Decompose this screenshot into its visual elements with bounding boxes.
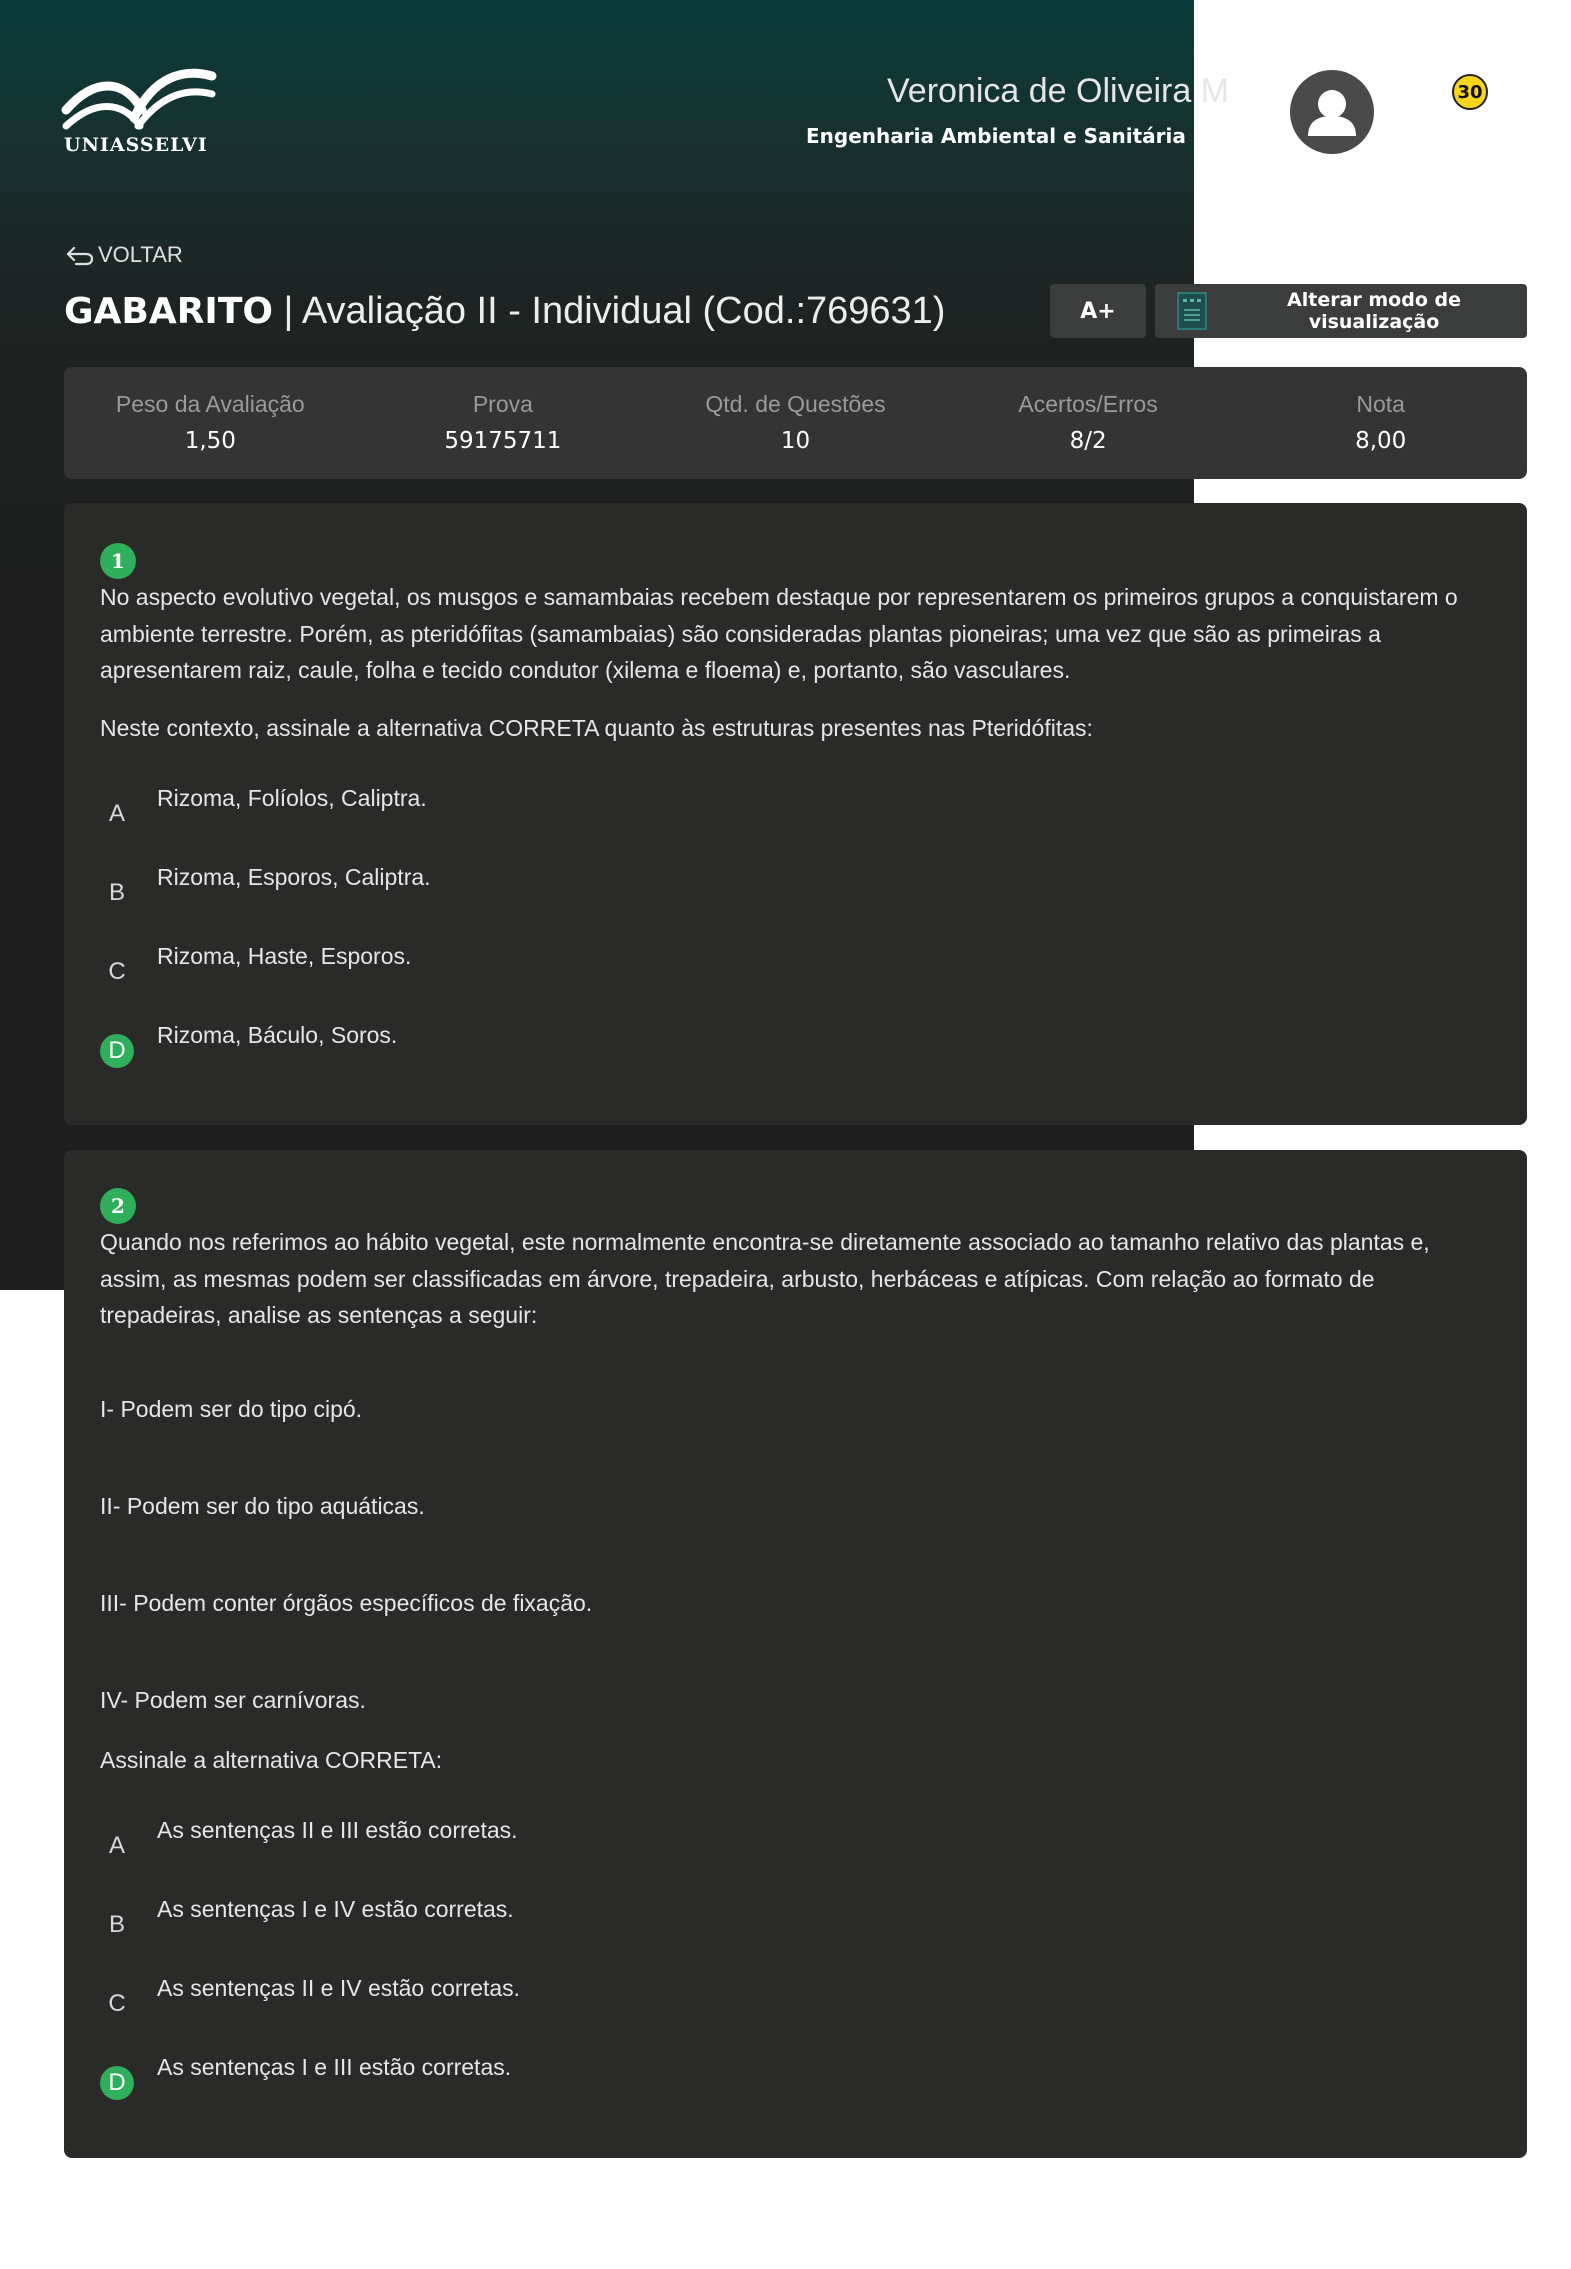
stat-label: Peso da Avaliação	[115, 391, 305, 417]
alternative-text: Rizoma, Báculo, Soros.	[157, 1022, 398, 1048]
alternative-c[interactable]	[100, 1975, 1100, 2021]
stat-label: Prova	[472, 391, 533, 417]
stat-label: Nota	[1356, 391, 1405, 417]
return-arrow-icon	[64, 244, 94, 266]
notification-badge[interactable]: 30	[1452, 74, 1488, 110]
alternative-d[interactable]	[100, 2054, 1100, 2100]
view-mode-button[interactable]	[1155, 284, 1527, 338]
title-strong: GABARITO	[64, 291, 273, 332]
user-course: Engenharia Ambiental e Sanitária (294	[806, 124, 1244, 148]
question-text: Quando nos referimos ao hábito vegetal, este normalmente encontra-se diretamente associado ao tamanho relativo das plantas e, assim, as mesmas podem ser classificadas em árvore, trepadeira, arbusto, herbáceas e atípicas. Com relação ao formato de trepadeiras, analise as sentenças a seguir:	[100, 1229, 1430, 1328]
stat-nota	[1234, 367, 1527, 479]
stat-value: 1,50	[184, 428, 236, 454]
user-icon	[1290, 70, 1374, 154]
back-button[interactable]	[64, 242, 183, 268]
alternative-letter-correct: D	[100, 2066, 134, 2100]
alternative-letter: C	[108, 1990, 126, 2017]
document-icon	[1177, 292, 1207, 330]
view-mode-label: Alterar modo de visualização	[1287, 289, 1461, 333]
sentence-3: III- Podem conter órgãos específicos de fixação.	[100, 1590, 593, 1616]
stat-questoes	[649, 367, 942, 479]
stat-label: Qtd. de Questões	[705, 391, 886, 417]
stat-prova	[357, 367, 650, 479]
alternative-text: Rizoma, Folíolos, Caliptra.	[157, 785, 427, 811]
alternative-b[interactable]	[100, 864, 1100, 910]
alternative-letter: A	[108, 800, 125, 827]
title-separator: |	[273, 290, 302, 332]
sentence-2: II- Podem ser do tipo aquáticas.	[100, 1493, 425, 1519]
avatar[interactable]	[1290, 70, 1374, 154]
stat-acertos	[942, 367, 1235, 479]
title-rest: Avaliação II - Individual (Cod.:769631)	[301, 290, 946, 332]
alternative-text: Rizoma, Esporos, Caliptra.	[157, 864, 431, 890]
uniasselvi-logo[interactable]	[64, 68, 214, 160]
question-text: No aspecto evolutivo vegetal, os musgos e samambaias recebem destaque por representarem os primeiros grupos a conquistarem o ambiente terrestre. Porém, as pteridófitas (samambaias) são consideradas plantas pioneiras; uma vez que são as primeiras a apresentarem raiz, caule, folha e tecido condutor (xilema e floema) e, portanto, são vasculares.	[100, 584, 1458, 683]
alternative-text: As sentenças I e IV estão corretas.	[157, 1896, 514, 1922]
logo-text: UNIASSELVI	[64, 134, 208, 156]
question-number: 2	[100, 1188, 136, 1224]
question-prompt: Assinale a alternativa CORRETA:	[100, 1747, 443, 1773]
alternative-letter: B	[108, 1911, 125, 1938]
stat-value: 8/2	[1069, 428, 1107, 454]
alternative-letter: B	[108, 879, 125, 906]
back-label: VOLTAR	[98, 242, 183, 267]
alternative-text: As sentenças II e IV estão corretas.	[157, 1975, 521, 2001]
stat-label: Acertos/Erros	[1018, 391, 1158, 417]
question-card-1	[64, 503, 1527, 1125]
user-name: Veronica de Oliveira M	[887, 72, 1230, 110]
alternative-d[interactable]	[100, 1022, 1100, 1068]
stat-value: 8,00	[1355, 428, 1407, 454]
alternative-a[interactable]	[100, 785, 1100, 831]
question-number: 1	[100, 543, 136, 579]
alternative-text: As sentenças I e III estão corretas.	[157, 2054, 512, 2080]
alternative-a[interactable]	[100, 1817, 1100, 1863]
sentence-4: IV- Podem ser carnívoras.	[100, 1687, 366, 1713]
font-size-button[interactable]: A+	[1050, 284, 1146, 338]
alternative-letter: A	[108, 1832, 125, 1859]
stat-value: 10	[780, 428, 811, 454]
sentence-1: I- Podem ser do tipo cipó.	[100, 1396, 363, 1422]
alternative-text: As sentenças II e III estão corretas.	[157, 1817, 518, 1843]
alternative-letter-correct: D	[100, 1034, 134, 1068]
question-card-2	[64, 1150, 1527, 2158]
logo-wave-icon	[64, 68, 214, 130]
stat-value: 59175711	[444, 428, 562, 454]
alternative-b[interactable]	[100, 1896, 1100, 1942]
stat-peso	[64, 367, 357, 479]
stats-bar	[64, 367, 1527, 479]
alternative-letter: C	[108, 958, 126, 985]
question-prompt: Neste contexto, assinale a alternativa CORRETA quanto às estruturas presentes nas Pteridófitas:	[100, 715, 1093, 741]
page-title	[64, 290, 945, 333]
alternative-text: Rizoma, Haste, Esporos.	[157, 943, 412, 969]
alternative-c[interactable]	[100, 943, 1100, 989]
